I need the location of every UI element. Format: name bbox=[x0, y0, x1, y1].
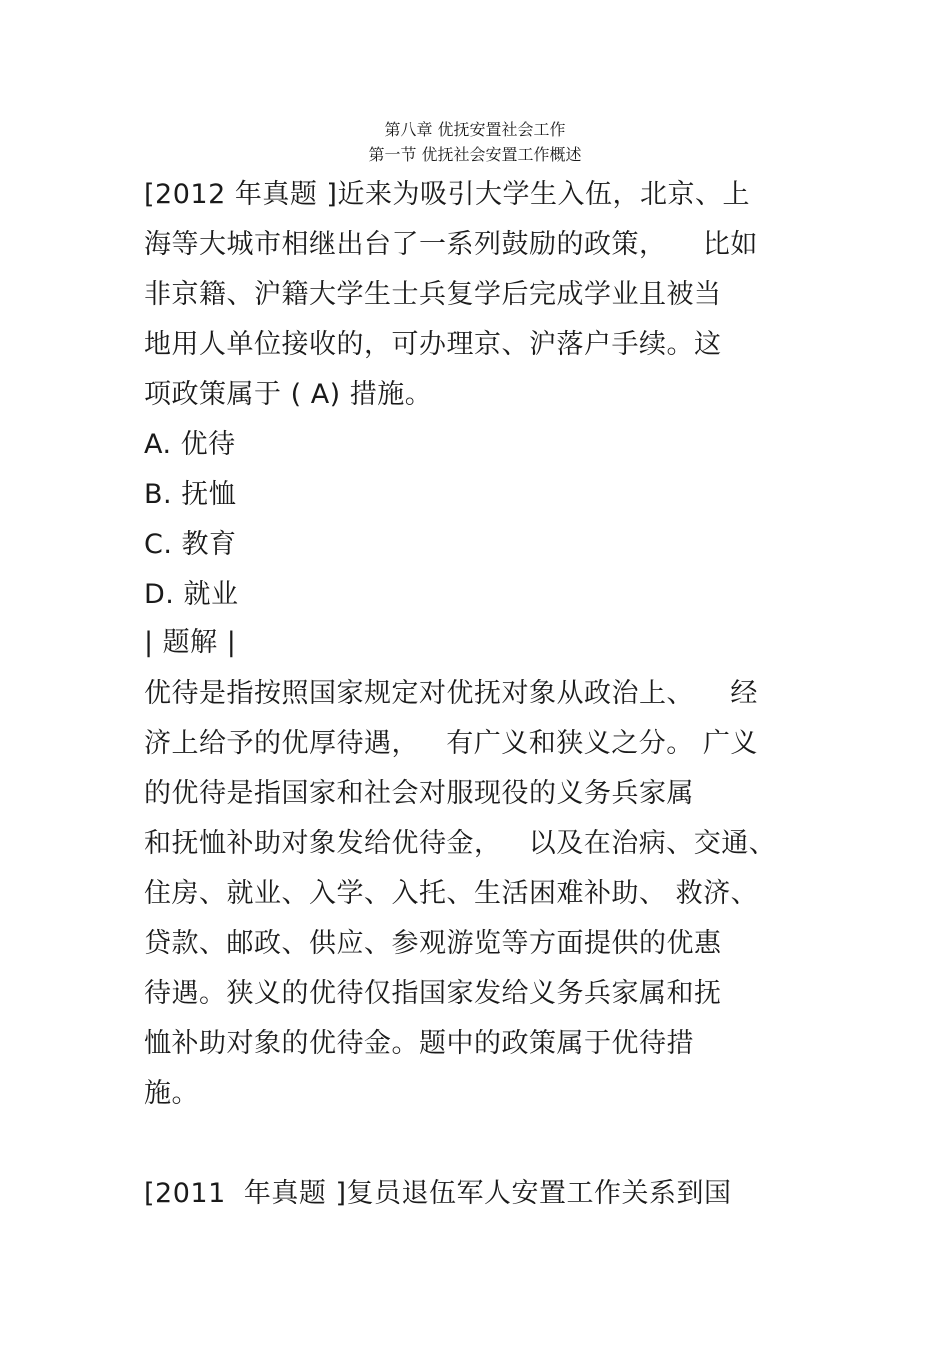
explanation-line: 施。 bbox=[144, 1078, 199, 1109]
option-b: B. 抚恤 bbox=[144, 479, 237, 510]
explanation-line: 待遇。狭义的优待仅指国家发给义务兵家属和抚 bbox=[144, 978, 722, 1009]
option-d: D. 就业 bbox=[144, 579, 239, 610]
explanation-line: 和抚恤补助对象发给优待金， 以及在治病、交通、 bbox=[144, 828, 777, 859]
explanation-line: 贷款、邮政、供应、参观游览等方面提供的优惠 bbox=[144, 928, 722, 959]
section-title: 第一节 优抚社会安置工作概述 bbox=[368, 145, 582, 164]
question1-line: 海等大城市相继出台了一系列鼓励的政策， 比如 bbox=[144, 229, 758, 260]
explanation-line: 优待是指按照国家规定对优抚对象从政治上、 经 bbox=[144, 678, 758, 709]
option-c: C. 教育 bbox=[144, 529, 237, 560]
explanation-line: 住房、就业、入学、入托、生活困难补助、 救济、 bbox=[144, 878, 759, 909]
chapter-title: 第八章 优抚安置社会工作 bbox=[384, 120, 566, 139]
explanation-line: 恤补助对象的优待金。题中的政策属于优待措 bbox=[144, 1028, 694, 1059]
explanation-line: 济上给予的优厚待遇， 有广义和狭义之分。 广义 bbox=[144, 728, 758, 759]
question1-line: 地用人单位接收的，可办理京、沪落户手续。这 bbox=[144, 329, 722, 360]
option-a: A. 优待 bbox=[144, 429, 236, 460]
explanation-header: | 题解 | bbox=[144, 627, 237, 658]
question1-line: 非京籍、沪籍大学生士兵复学后完成学业且被当 bbox=[144, 279, 722, 310]
question1-line: [2012 年真题 ]近来为吸引大学生入伍，北京、上 bbox=[144, 179, 750, 210]
question2-line: [2011 年真题 ]复员退伍军人安置工作关系到国 bbox=[144, 1178, 732, 1209]
explanation-line: 的优待是指国家和社会对服现役的义务兵家属 bbox=[144, 778, 694, 809]
question1-line: 项政策属于 ( A) 措施。 bbox=[144, 379, 433, 410]
